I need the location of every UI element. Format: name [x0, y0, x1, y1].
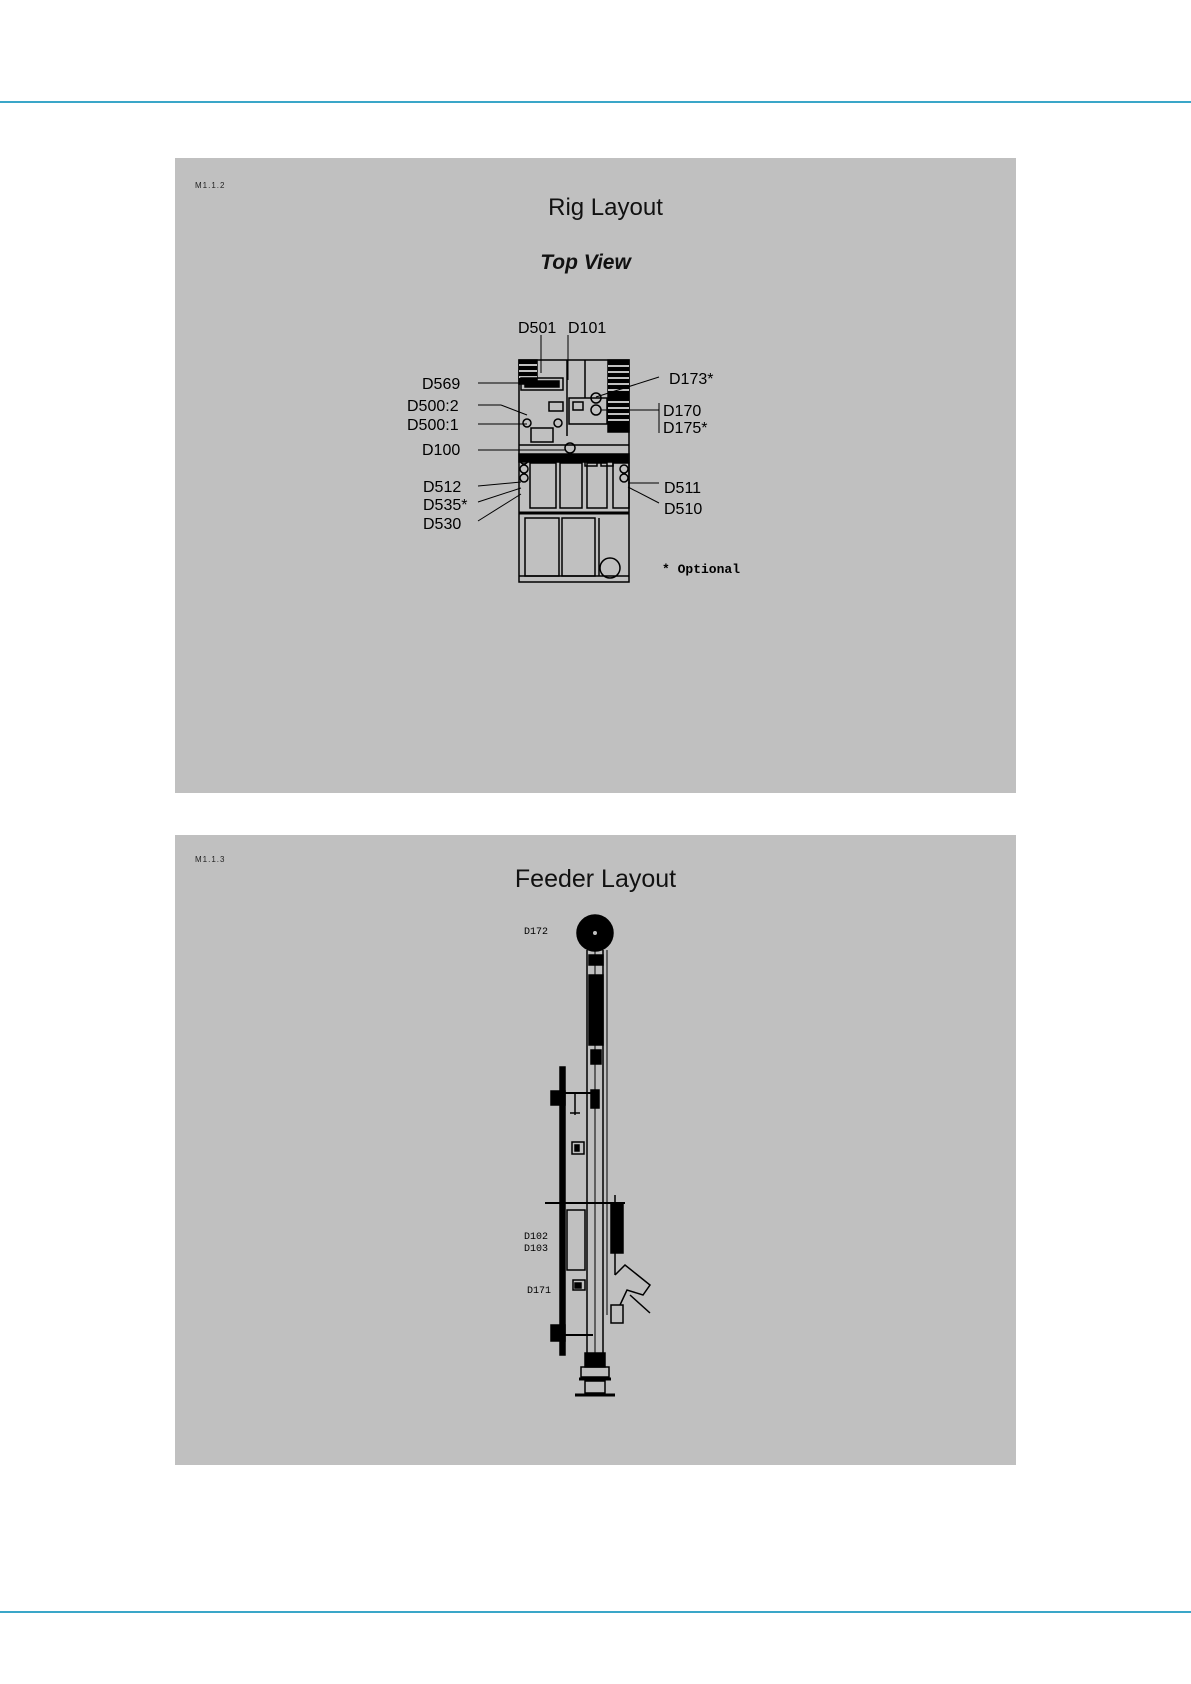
label-d171: D171 — [527, 1286, 552, 1297]
rig-top-view-diagram — [175, 158, 1016, 793]
slide-id: M1.1.2 — [195, 181, 226, 190]
label-d103: D103 — [524, 1244, 549, 1255]
label-d512: D512 — [423, 479, 462, 496]
slide-title: Rig Layout — [548, 194, 663, 221]
feeder-diagram — [175, 835, 1016, 1465]
label-d102: D102 — [524, 1232, 549, 1243]
feeder-layout-slide — [175, 835, 1016, 1465]
slide-title: Feeder Layout — [514, 865, 677, 893]
label-d172: D172 — [524, 927, 549, 938]
footer-rule — [0, 1611, 1191, 1613]
label-d500-2: D500:2 — [407, 398, 459, 415]
label-d535: D535* — [423, 497, 468, 514]
label-d500-1: D500:1 — [407, 417, 459, 434]
header-rule — [0, 101, 1191, 103]
optional-note: * Optional — [662, 562, 741, 577]
label-d530: D530 — [423, 516, 462, 533]
label-d175: D175* — [663, 420, 708, 437]
slide-subtitle: Top View — [540, 251, 631, 274]
label-d510: D510 — [664, 501, 703, 518]
label-d101: D101 — [568, 320, 607, 337]
label-d501: D501 — [518, 320, 557, 337]
label-d511: D511 — [664, 480, 702, 497]
label-d569: D569 — [422, 376, 461, 393]
label-d173: D173* — [669, 371, 714, 388]
rig-layout-slide — [175, 158, 1016, 793]
label-d170: D170 — [663, 403, 702, 420]
slide-id: M1.1.3 — [195, 855, 226, 864]
label-d100: D100 — [422, 442, 461, 459]
